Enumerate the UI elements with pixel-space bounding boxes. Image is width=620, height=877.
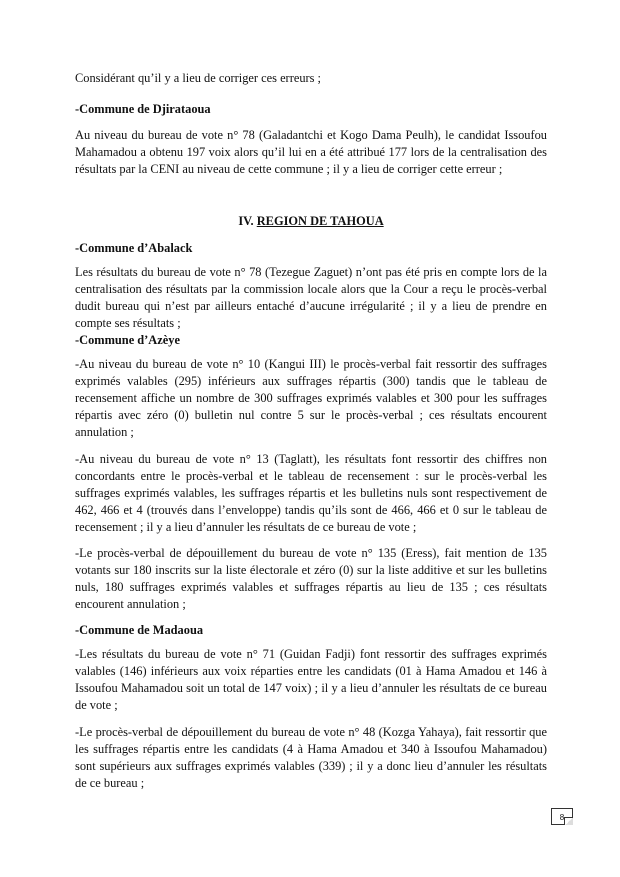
page-number-text: 8 — [559, 813, 565, 822]
paragraph-djirataoua: Au niveau du bureau de vote n° 78 (Galadantchi et Kogo Dama Peulh), le candidat Issoufou Mahamadou a obtenu 197 voix alors qu’il lui en a été attribué 177 lors de la centralisation des résultats par la CENI au niveau de cette commune ; il y a lieu de corriger cette erreur ; — [75, 128, 547, 176]
paragraph-madaoua-bv48: -Le procès-verbal de dépouillement du bureau de vote n° 48 (Kozga Yahaya), fait ressortir que les suffrages répartis entre les candidats (4 à Hama Amadou et 340 à Issoufou Mahamadou) sont supérieurs aux suffrages exprimés valables (339) ; il y a donc lieu d’annuler les résultats de ce bureau ; — [75, 725, 547, 790]
heading-commune-abalack: -Commune d’Abalack — [75, 241, 193, 255]
paragraph-considerant: Considérant qu’il y a lieu de corriger ces erreurs ; — [75, 71, 321, 85]
heading-commune-madaoua: -Commune de Madaoua — [75, 623, 204, 637]
paragraph-azeye-bv13: -Au niveau du bureau de vote n° 13 (Taglatt), les résultats font ressortir des chiffres non concordants entre le procès-verbal et le tableau de recensement : sur le procès-verbal les suffrages exprimés valables, les suffrages répartis et les bulletins nuls sont respectivement de 462, 466 et 4 (trouvés dans l’enveloppe) tandis qu’ils sont de 466, 466 et 0 sur le tableau de recensement ; il y a lieu d’annuler les résultats de ce bureau de vote ; — [75, 452, 547, 534]
page-corner-fold-icon — [564, 817, 573, 825]
paragraph-azeye-bv135: -Le procès-verbal de dépouillement du bureau de vote n° 135 (Eress), fait mention de 135 votants sur 180 inscrits sur la liste électorale et zéro (0) sur la liste additive et sur les bulletins nuls, 180 suffrages exprimés valables et suffrages répartis au lieu de 135 ; ces résultats encourent annulation ; — [75, 546, 547, 611]
section-title: REGION DE TAHOUA — [256, 214, 384, 228]
section-heading-tahoua — [75, 213, 547, 230]
heading-commune-azeye: -Commune d’Azèye — [75, 333, 180, 347]
paragraph-azeye-bv10: -Au niveau du bureau de vote n° 10 (Kangui III) le procès-verbal fait ressortir des suffrages exprimés valables (295) inférieurs aux suffrages répartis (300) tandis que le tableau de recensement affiche un nombre de 300 suffrages exprimés valables et 300 pour les suffrages répartis avec zéro (0) bulletin nul contre 5 sur le procès-verbal ; ces résultats encourent annulation ; — [75, 357, 547, 439]
paragraph-abalack: Les résultats du bureau de vote n° 78 (Tezegue Zaguet) n’ont pas été pris en compte lors de la centralisation des résultats par la commission locale alors que la Cour a reçu le procès-verbal dudit bureau qui n’est par ailleurs entaché d’aucune irrégularité ; il y a lieu de prendre en compte ses résultats ; — [75, 265, 547, 330]
section-number: IV. — [238, 214, 254, 228]
paragraph-madaoua-bv71: -Les résultats du bureau de vote n° 71 (Guidan Fadji) font ressortir des suffrages exprimés valables (146) inférieurs aux voix réparties entre les candidats (01 à Hama Amadou et 146 à Issoufou Mahamadou soit un total de 147 voix) ; il y a lieu d’annuler les résultats de ce bureau de vote ; — [75, 647, 547, 712]
heading-commune-djirataoua: -Commune de Djirataoua — [75, 102, 211, 116]
